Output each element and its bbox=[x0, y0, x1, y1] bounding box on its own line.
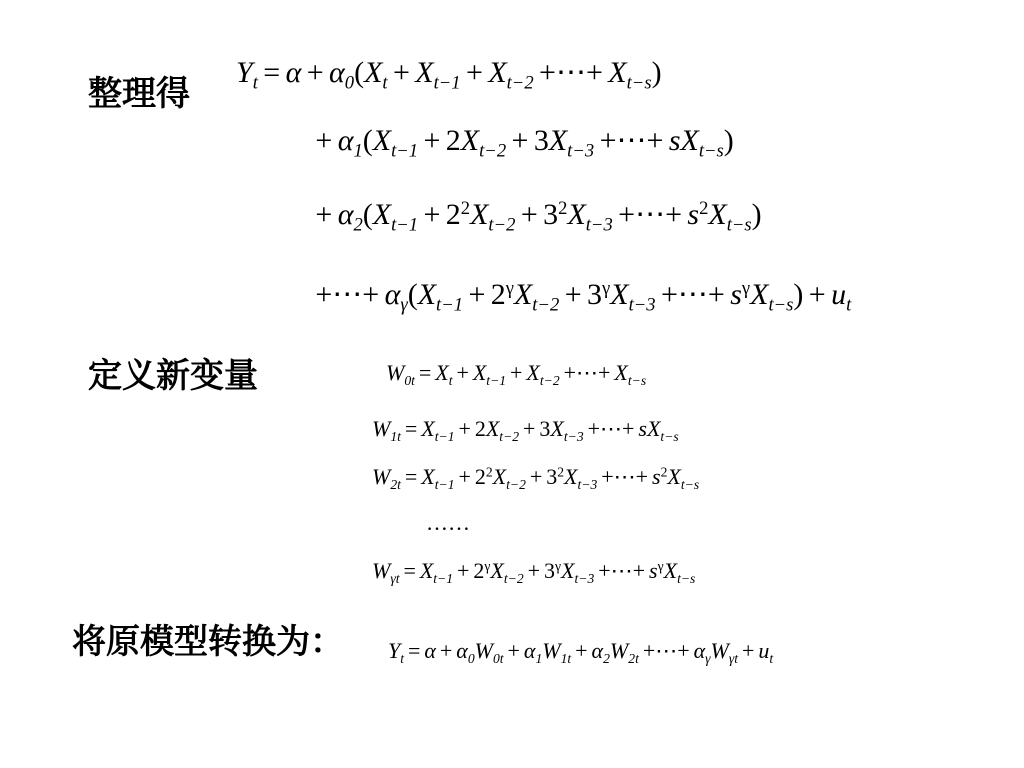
new-variable-wgamma: $W_{\gamma t} = X_{t-1} + 2^\gamma X_{t-2} + 3^\gamma X_{t-3}$ +⋯+ $s^\gamma X_{t-s}$ bbox=[372, 558, 696, 586]
label-rearranged: 整理得 bbox=[88, 74, 190, 114]
label-define-new-variables: 定义新变量 bbox=[88, 356, 258, 396]
transformed-model-equation: $Y_t = \alpha + \alpha_0W_{0t} + \alpha_1W_{1t} + \alpha_2W_{2t}$ +⋯+ $\alpha_\gamma W_{\gamma t} + u_t$ bbox=[388, 638, 774, 666]
rearranged-equation-line-4: +⋯+ $\alpha_\gamma(X_{t-1} + 2^\gamma X_{t-2} + 3^\gamma X_{t-3}$ +⋯+ $s^\gamma X_{t-s}) + u_t$ bbox=[315, 277, 852, 316]
label-transform-model: 将原模型转换为： bbox=[72, 622, 344, 662]
new-variable-w2: $W_{2t} = X_{t-1} + 2^2X_{t-2} + 3^2X_{t-3}$ +⋯+ $s^2X_{t-s}$ bbox=[372, 464, 700, 492]
new-variable-ellipsis: …… bbox=[426, 510, 470, 535]
new-variable-w0: $W_{0t} = X_t + X_{t-1} + X_{t-2}$ +⋯+ $X_{t-s}$ bbox=[386, 360, 647, 388]
rearranged-equation-line-2: + $\alpha_1(X_{t-1} + 2X_{t-2} + 3X_{t-3}$ +⋯+ $sX_{t-s}$) bbox=[315, 124, 734, 162]
new-variable-w1: $W_{1t} = X_{t-1} + 2X_{t-2} + 3X_{t-3}$ +⋯+ $sX_{t-s}$ bbox=[372, 416, 679, 444]
rearranged-equation-line-1: $Y_t = \alpha + \alpha_0(X_t + X_{t-1} + X_{t-2}$ +⋯+ $X_{t-s}$) bbox=[236, 56, 662, 94]
rearranged-equation-line-3: + $\alpha_2(X_{t-1} + 2^2X_{t-2} + 3^2X_{t-3}$ +⋯+ $s^2X_{t-s}$) bbox=[315, 197, 762, 236]
